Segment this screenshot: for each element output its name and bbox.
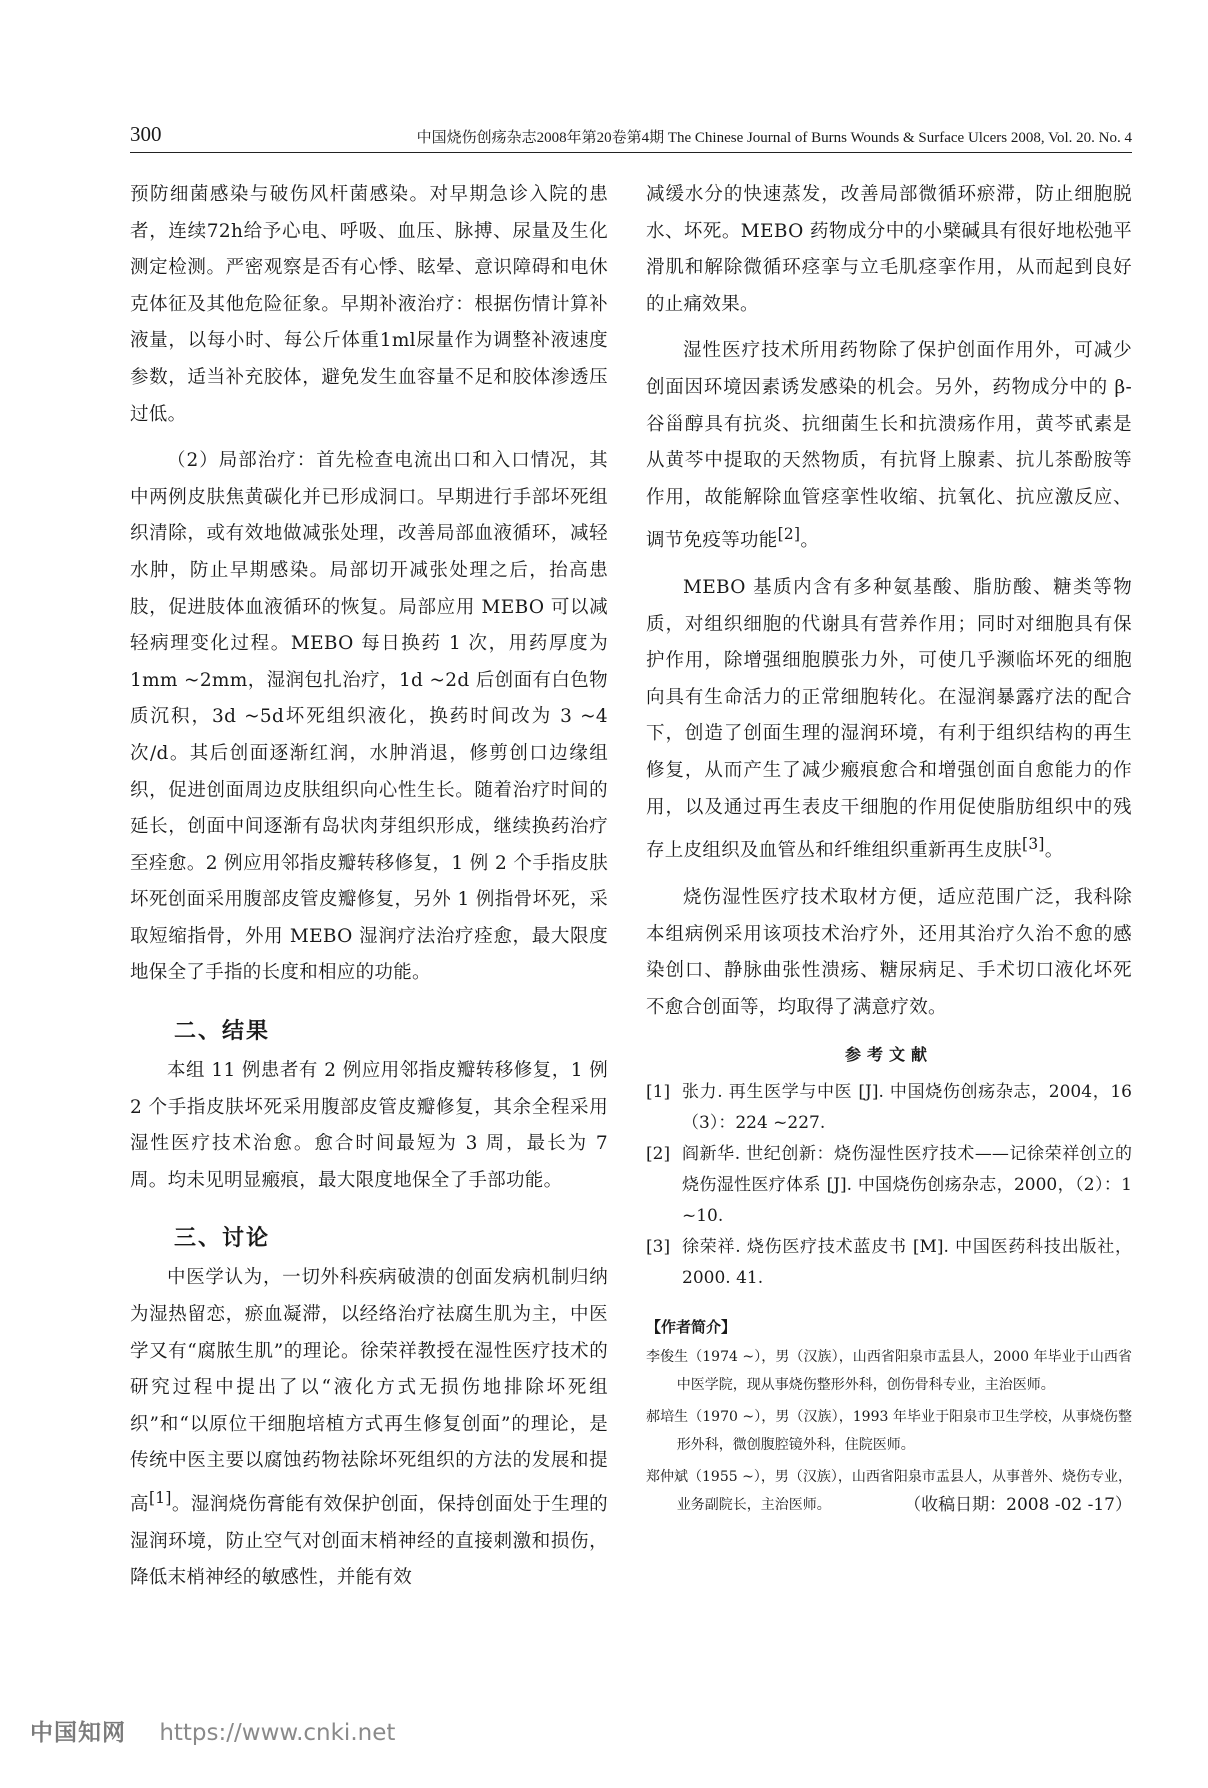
- reference-item: [646, 1232, 1132, 1294]
- mebo-matrix-end: 。: [1044, 840, 1064, 862]
- paragraph-conclusion: 烧伤湿性医疗技术取材方便，适应范围广泛，我科除本组病例采用该项技术治疗外，还用其治疗久治不愈的感染创口、静脉曲张性溃疡、糖尿病足、手术切口液化坏死不愈合创面等，均取得了满意疗效。: [646, 887, 1132, 1018]
- paragraph-mebo-matrix: [646, 570, 1132, 870]
- page-number: 300: [130, 122, 162, 146]
- right-column: [646, 177, 1132, 1523]
- author-bio: 李俊生（1974 ~），男（汉族），山西省阳泉市盂县人，2000 年毕业于山西省中医学院，现从事烧伤整形外科，创伤骨科专业，主治医师。: [646, 1349, 1132, 1394]
- reference-text: 张力. 再生医学与中医 [J]. 中国烧伤创疡杂志，2004，16（3）：224 ~227.: [682, 1082, 1132, 1134]
- author-intro-title: 【作者简介】: [646, 1318, 737, 1337]
- reference-number: [2]: [646, 1144, 671, 1165]
- citation-2: [2]: [777, 525, 801, 544]
- discussion-text: 中医学认为，一切外科疾病破溃的创面发病机制归纳为湿热留恋，瘀血凝滞，以经络治疗祛腐生肌为主，中医学又有“腐脓生肌”的理论。徐荣祥教授在湿性医疗技术的研究过程中提出了以“液化方式无损伤地排除坏死组织”和“以原位干细胞培植方式再生修复创面”的理论，是传统中医主要以腐蚀药物祛除坏死组织的方法的发展和提高: [130, 1267, 608, 1516]
- drug-components-text: 湿性医疗技术所用药物除了保护创面作用外，可减少创面因环境因素诱发感染的机会。另外，药物成分中的 β-谷甾醇具有抗炎、抗细菌生长和抗溃疡作用，黄芩甙素是从黄芩中提取的天然物质，有抗肾上腺素、抗儿茶酚胺等作用，故能解除血管痉挛性收缩、抗氧化、抗应激反应、调节免疫等功能: [646, 340, 1132, 552]
- references-title: 参考文献: [844, 1045, 933, 1065]
- author-bio: 郑仲斌（1955 ~），男（汉族），山西省阳泉市盂县人，从事普外、烧伤专业，业务副院长，主治医师。: [646, 1469, 1132, 1514]
- reference-item: [646, 1077, 1132, 1139]
- mebo-matrix-text: MEBO 基质内含有多种氨基酸、脂肪酸、糖类等物质，对组织细胞的代谢具有营养作用；同时对细胞具有保护作用，除增强细胞膜张力外，可使几乎濒临坏死的细胞向具有生命活力的正常细胞转化。在湿润暴露疗法的配合下，创造了创面生理的湿润环境，有利于组织结构的再生修复，从而产生了减少瘢痕愈合和增强创面自愈能力的作用，以及通过再生表皮干细胞的作用促使脂肪组织中的残存上皮组织及血管丛和纤维组织重新再生皮肤: [646, 577, 1132, 862]
- paragraph-local-treatment: （2）局部治疗：首先检查电流出口和入口情况，其中两例皮肤焦黄碳化并已形成洞口。早期进行手部坏死组织清除，或有效地做减张处理，改善局部血液循环，减轻水肿，防止早期感染。局部切开减张处理之后，抬高患肢，促进肢体血液循环的恢复。局部应用 MEBO 可以减轻病理变化过程。MEBO 每日换药 1 次，用药厚度为 1mm ~2mm，湿润包扎治疗，1d ~2d 后创面有白色物质沉积，3d ~5d坏死组织液化，换药时间改为 3 ~4 次/d。其后创面逐渐红润，水肿消退，修剪创口边缘组织，促进创面周边皮肤组织向心性生长。随着治疗时间的延长，创面中间逐渐有岛状肉芽组织形成，继续换药治疗至痊愈。2 例应用邻指皮瓣转移修复，1 例 2 个手指皮肤坏死创面采用腹部皮管皮瓣修复，另外 1 例指骨坏死，采取短缩指骨，外用 MEBO 湿润疗法治疗痊愈，最大限度地保全了手指的长度和相应的功能。: [130, 450, 608, 984]
- paragraph-mebo-effect: 减缓水分的快速蒸发，改善局部微循环瘀滞，防止细胞脱水、坏死。MEBO 药物成分中的小檗碱具有很好地松弛平滑肌和解除微循环痉挛与立毛肌痉挛作用，从而起到良好的止痛效果。: [646, 184, 1132, 315]
- received-date: （收稿日期：2008 -02 -17）: [904, 1495, 1132, 1515]
- paragraph-drug-components: [646, 333, 1132, 560]
- header-rule: [130, 152, 1132, 153]
- reference-number: [1]: [646, 1082, 671, 1103]
- cnki-watermark: [30, 1714, 395, 1747]
- reference-number: [3]: [646, 1237, 671, 1258]
- references-list: [646, 1077, 1132, 1294]
- section-heading-discussion: 三、讨论: [174, 1226, 271, 1252]
- paragraph-discussion: [130, 1260, 608, 1597]
- citation-1: [1]: [148, 1489, 172, 1507]
- page-header: [130, 122, 1132, 152]
- author-bio: 郝培生（1970 ~），男（汉族），1993 年毕业于阳泉市卫生学校，从事烧伤整形外科，微创腹腔镜外科，住院医师。: [646, 1409, 1132, 1454]
- reference-item: [646, 1139, 1132, 1232]
- reference-text: 阎新华. 世纪创新：烧伤湿性医疗技术——记徐荣祥创立的烧伤湿性医疗体系 [J]. 中国烧伤创疡杂志，2000，（2）：1 ~10.: [682, 1144, 1132, 1227]
- cnki-url[interactable]: https://www.cnki.net: [159, 1720, 396, 1746]
- paragraph-fluid-therapy: 预防细菌感染与破伤风杆菌感染。对早期急诊入院的患者，连续72h给予心电、呼吸、血压、脉搏、尿量及生化测定检测。严密观察是否有心悸、眩晕、意识障碍和电休克体征及其他危险征象。早期补液治疗：根据伤情计算补液量，以每小时、每公斤体重1ml尿量作为调整补液速度参数，适当补充胶体，避免发生血容量不足和胶体渗透压过低。: [130, 184, 608, 425]
- discussion-text-continued: 。湿润烧伤膏能有效保护创面，保持创面处于生理的湿润环境，防止空气对创面末梢神经的直接刺激和损伤，降低末梢神经的敏感性，并能有效: [130, 1494, 608, 1589]
- reference-text: 徐荣祥. 烧伤医疗技术蓝皮书 [M]. 中国医药科技出版社，2000. 41.: [682, 1237, 1132, 1289]
- drug-components-end: 。: [800, 530, 820, 552]
- citation-3: [3]: [1022, 835, 1045, 854]
- section-heading-results: 二、结果: [174, 1019, 271, 1045]
- cnki-logo: 中国知网: [30, 1720, 126, 1746]
- left-column: [130, 177, 608, 1597]
- running-head: 中国烧伤创疡杂志2008年第20卷第4期 The Chinese Journal of Burns Wounds & Surface Ulcers 2008, Vol. 20. No. 4: [416, 130, 1132, 146]
- paragraph-results: 本组 11 例患者有 2 例应用邻指皮瓣转移修复，1 例 2 个手指皮肤坏死采用腹部皮管皮瓣修复，其余全程采用湿性医疗技术治愈。愈合时间最短为 3 周，最长为 7 周。均未见明显瘢痕，最大限度地保全了手部功能。: [130, 1060, 608, 1191]
